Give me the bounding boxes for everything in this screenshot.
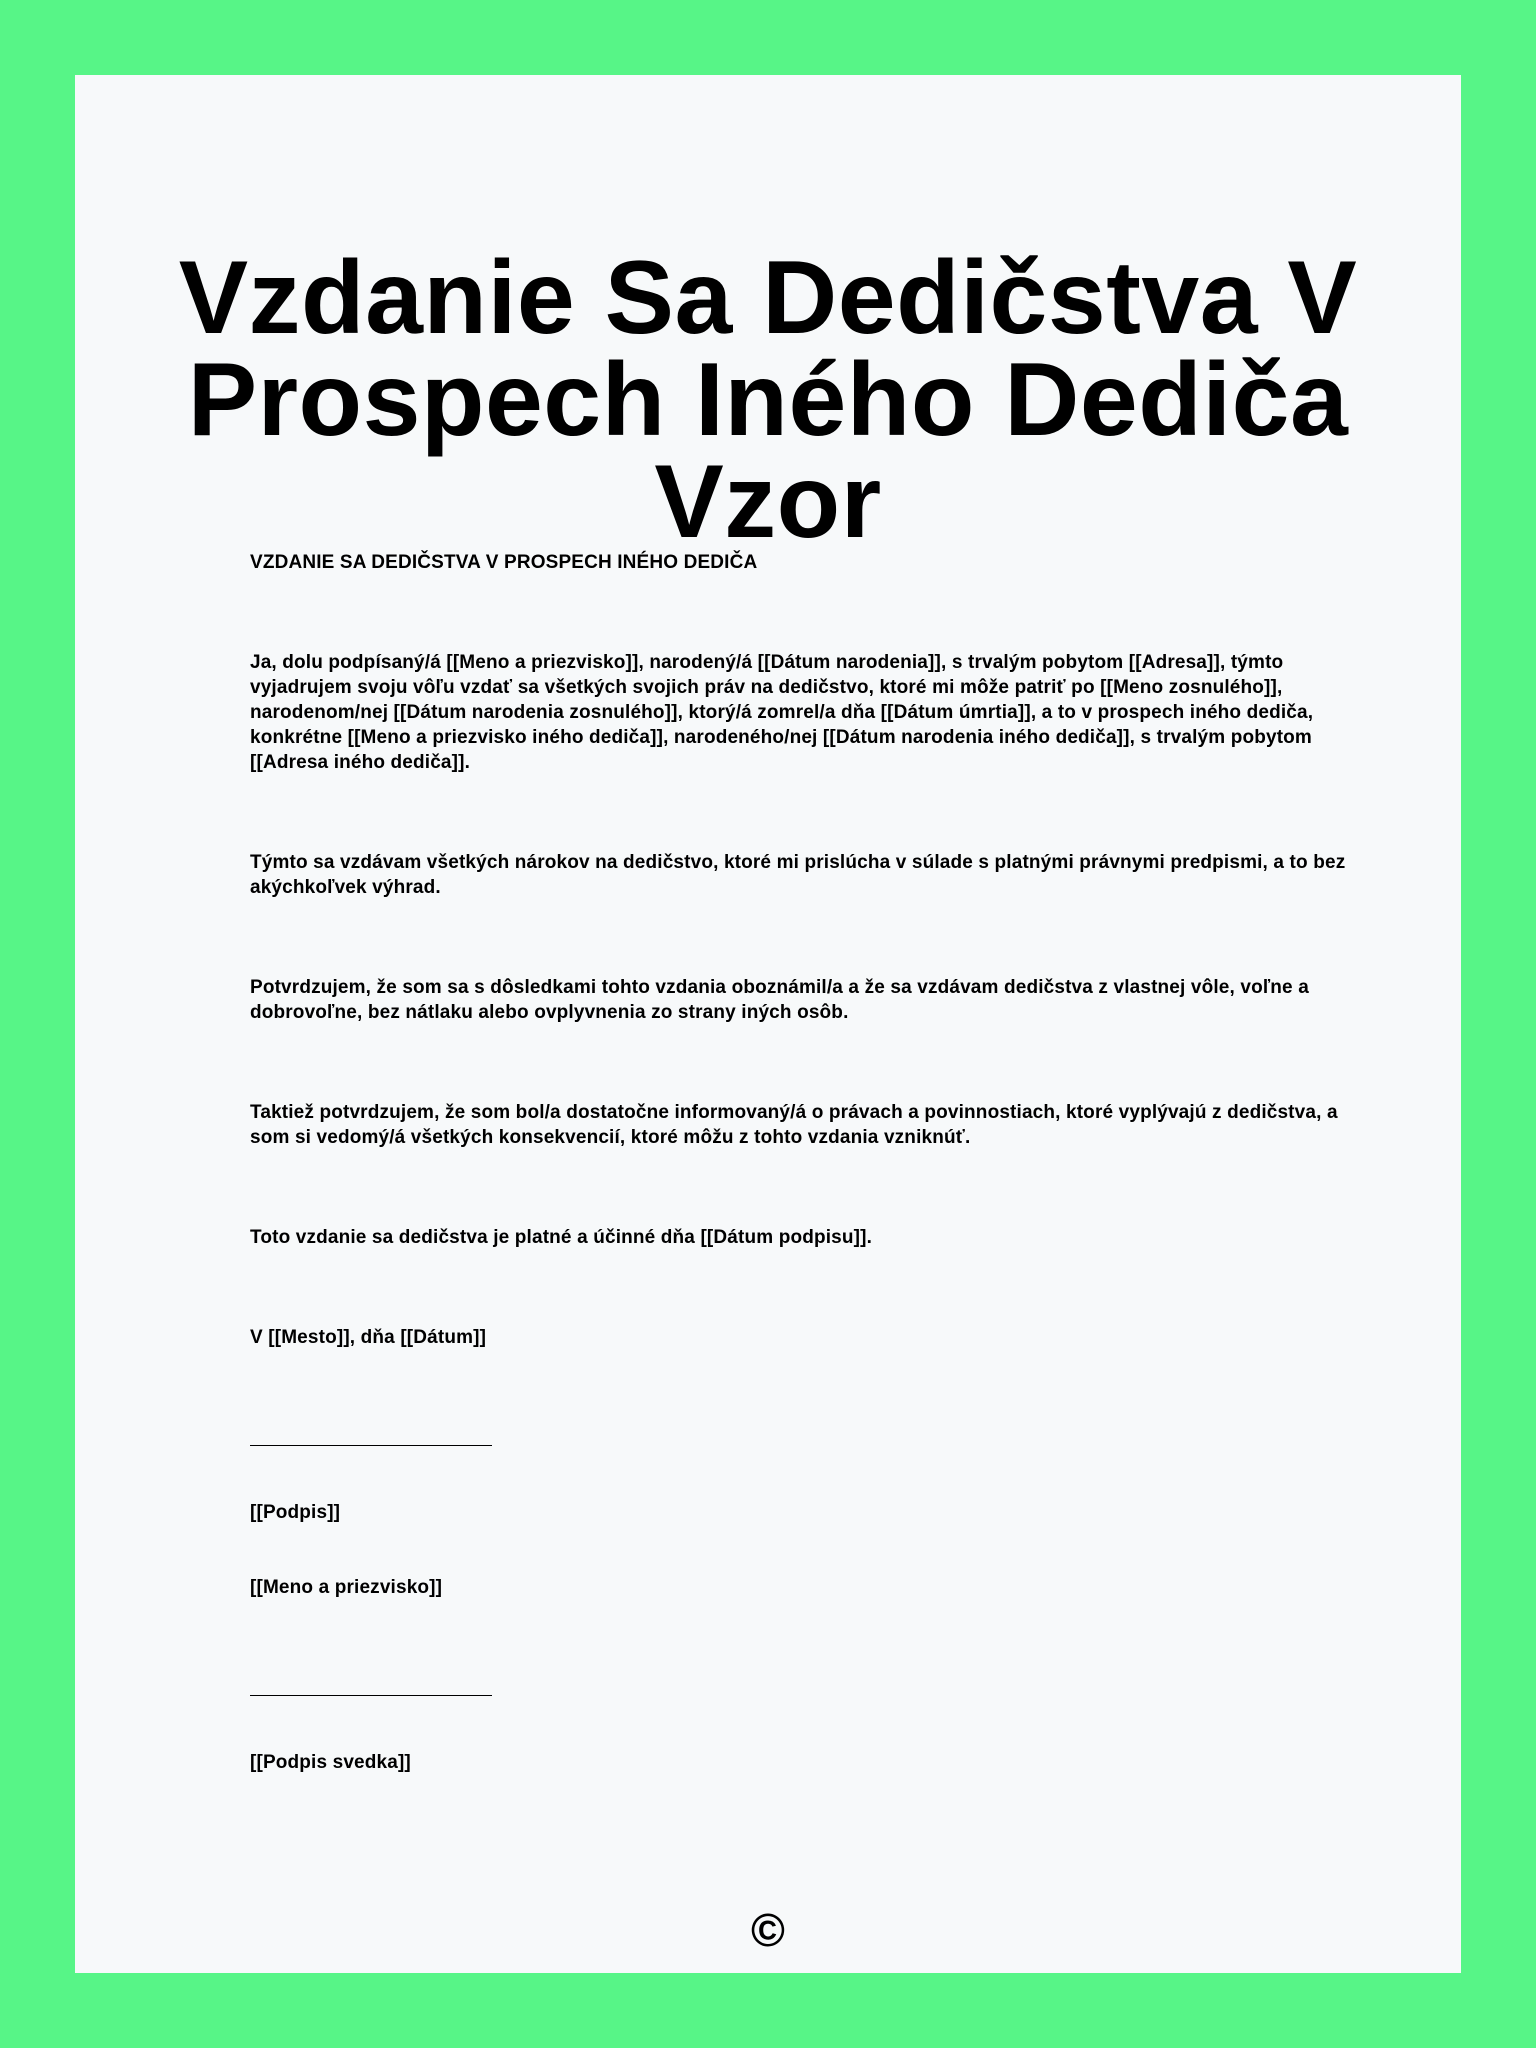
witness-signature-line bbox=[250, 1695, 492, 1696]
document-heading: VZDANIE SA DEDIČSTVA V PROSPECH INÉHO DEDIČA bbox=[250, 552, 758, 573]
document-page bbox=[75, 75, 1461, 1973]
paragraph-information: Taktiež potvrdzujem, že som bol/a dostatočne informovaný/á o právach a povinnostiach, ktoré vyplývajú z dedičstva, a som si vedomý/á všetkých konsekvencií, ktoré môžu z tohto vzdania vzniknúť. bbox=[250, 1102, 1338, 1148]
paragraph-waiver: Týmto sa vzdávam všetkých nárokov na dedičstvo, ktoré mi prislúcha v súlade s platnými právnymi predpismi, a to bez akýchkoľvek výhrad. bbox=[250, 852, 1346, 898]
name-label: [[Meno a priezvisko]] bbox=[250, 1577, 443, 1598]
paragraph-validity: Toto vzdanie sa dedičstva je platné a účinné dňa [[Dátum podpisu]]. bbox=[250, 1227, 873, 1248]
signature-label: [[Podpis]] bbox=[250, 1502, 341, 1523]
document-title: Vzdanie Sa Dedičstva V Prospech Iného Dediča Vzor bbox=[178, 240, 1358, 560]
place-date: V [[Mesto]], dňa [[Dátum]] bbox=[250, 1327, 487, 1348]
witness-signature-label: [[Podpis svedka]] bbox=[250, 1752, 411, 1773]
paragraph-confirmation: Potvrdzujem, že som sa s dôsledkami tohto vzdania oboznámil/a a že sa vzdávam dedičstva z vlastnej vôle, voľne a dobrovoľne, bez nátlaku alebo ovplyvnenia zo strany iných osôb. bbox=[250, 977, 1309, 1023]
paragraph-declaration: Ja, dolu podpísaný/á [[Meno a priezvisko]], narodený/á [[Dátum narodenia]], s trvalým pobytom [[Adresa]], týmto vyjadrujem svoju vôľu vzdať sa všetkých svojich práv na dedičstvo, ktoré mi môže patriť po [[Meno zosnulého]], narodenom/nej [[Dátum narodenia zosnulého]], ktorý/á zomrel/a dňa [[Dátum úmrtia]], a to v prospech iného dediča, konkrétne [[Meno a priezvisko iného dediča]], narodeného/nej [[Dátum narodenia iného dediča]], s trvalým pobytom [[Adresa iného dediča]]. bbox=[250, 652, 1314, 773]
signature-line bbox=[250, 1445, 492, 1446]
copyright-symbol: © bbox=[751, 1904, 785, 1956]
